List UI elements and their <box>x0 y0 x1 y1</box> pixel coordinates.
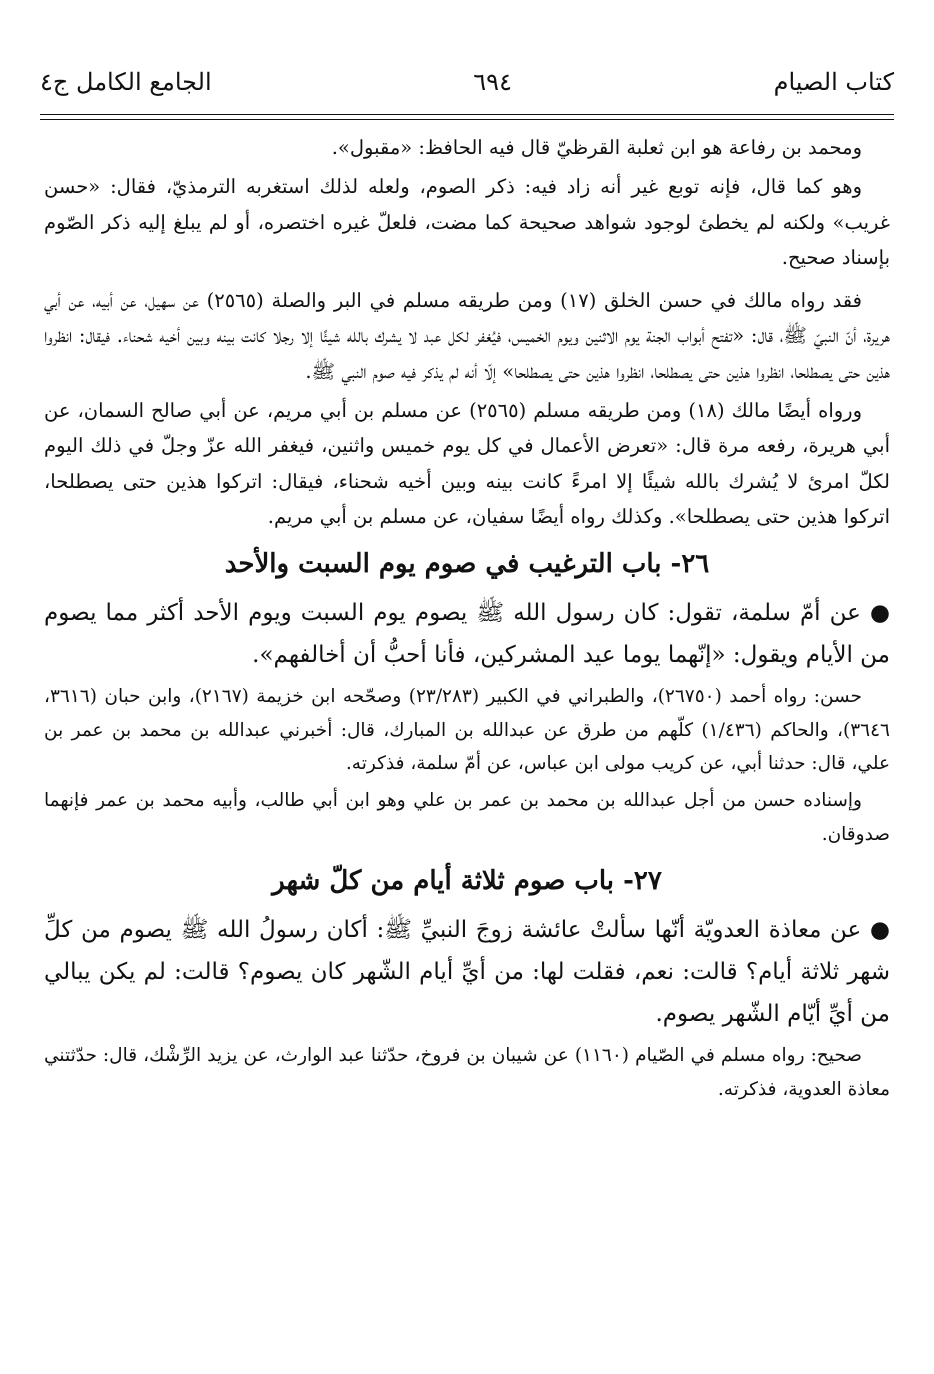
section-26-hadith: ● عن أمّ سلمة، تقول: كان رسول الله ﷺ يصوم يوم السبت ويوم الأحد أكثر مما يصوم من الأيام ويقول: «إنّهما يوما عيد المشركين، فأنا أحبُّ أن أخالفهم». <box>44 600 890 669</box>
header-series-title: الجامع الكامل ج٤ <box>40 68 212 96</box>
paragraph-malik-narration: فقد رواه مالك في حسن الخلق (١٧) ومن طريقه مسلم في البر والصلة (٢٥٦٥) عن سهيل، عن أبيه، عن أبي هريرة، أنّ النبيّ ﷺ، قال: «تفتح أبواب الجنة يوم الاثنين ويوم الخميس، فيُغفر لكل عبد لا يشرك بالله شيئًا إلا رجلا كانت بينه وبين أخيه شحناء. فيقال: انظروا هذين حتى يصطلحا، انظروا هذين حتى يصطلحا، انظروا هذين حتى يصطلحا» إلّا أنه لم يذكر فيه صوم النبي ﷺ. <box>44 289 890 383</box>
page-header <box>40 62 894 102</box>
section-27-takhrij: صحيح: رواه مسلم في الصّيام (١١٦٠) عن شيبان بن فروخ، حدّثنا عبد الوارث، عن يزيد الرِّشْك، قال: حدّثتني معاذة العدوية، فذكرته. <box>44 1045 890 1100</box>
page-body <box>44 130 890 1106</box>
header-book-title: كتاب الصيام <box>773 68 894 96</box>
header-rule-top <box>40 114 894 115</box>
paragraph-second-narration: ورواه أيضًا مالك (١٨) ومن طريقه مسلم (٢٥٦٥) عن مسلم بن أبي مريم، عن أبي صالح السمان، عن أبي هريرة، رفعه مرة قال: «تعرض الأعمال في كل يوم خميس واثنين، فيغفر الله عزّ وجلّ في ذلك اليوم لكلّ امرئ لا يُشرك بالله شيئًا إلا امرءً كانت بينه وبين أخيه شحناء، فيقال: اتركوا هذين حتى يصطلحا، اتركوا هذين حتى يصطلحا». وكذلك رواه أيضًا سفيان، عن مسلم بن أبي مريم. <box>44 399 890 528</box>
section-27-hadith: ● عن معاذة العدويّة أنّها سألتْ عائشة زوجَ النبيِّ ﷺ: أكان رسولُ الله ﷺ يصوم من كلِّ شهر ثلاثة أيام؟ قالت: نعم، فقلت لها: من أيِّ أيام الشّهر كان يصوم؟ قالت: لم يكن يبالي من أيِّ أيّام الشّهر يصوم. <box>44 917 890 1028</box>
header-rule-bottom <box>40 119 894 120</box>
page-number: ٦٩٤ <box>473 68 512 96</box>
section-27-title: ٢٧- باب صوم ثلاثة أيام من كلّ شهر <box>272 866 662 897</box>
section-26-title: ٢٦- باب الترغيب في صوم يوم السبت والأحد <box>224 549 710 580</box>
paragraph-commentary: وهو كما قال، فإنه توبع غير أنه زاد فيه: ذكر الصوم، ولعله لذلك استغربه الترمذيّ، فقال: «حسن غريب» ولكنه لم يخطئ لوجود شواهد صحيحة كما مضت، فلعلّ غيره اختصره، أو لم يبلغ إليه ذكر الصّوم بإسناد صحيح. <box>44 175 890 269</box>
paragraph-narrator-note: ومحمد بن رفاعة هو ابن ثعلبة القرظيّ قال فيه الحافظ: «مقبول». <box>331 136 862 159</box>
section-26-isnad-note: وإسناده حسن من أجل عبدالله بن محمد بن عمر بن علي وهو ابن أبي طالب، وأبيه محمد بن عمر فإنهما صدوقان. <box>44 790 890 845</box>
section-26-takhrij: حسن: رواه أحمد (٢٦٧٥٠)، والطبراني في الكبير (٢٣/٢٨٣) وصحّحه ابن خزيمة (٢١٦٧)، وابن حبان (٣٦١٦، ٣٦٤٦)، والحاكم (١/٤٣٦) كلّهم من طرق عن عبدالله بن المبارك، قال: أخبرني عبدالله بن محمد بن عمر بن علي، قال: حدثنا أبي، عن كريب مولى ابن عباس، عن أمّ سلمة، فذكرته. <box>44 686 890 775</box>
